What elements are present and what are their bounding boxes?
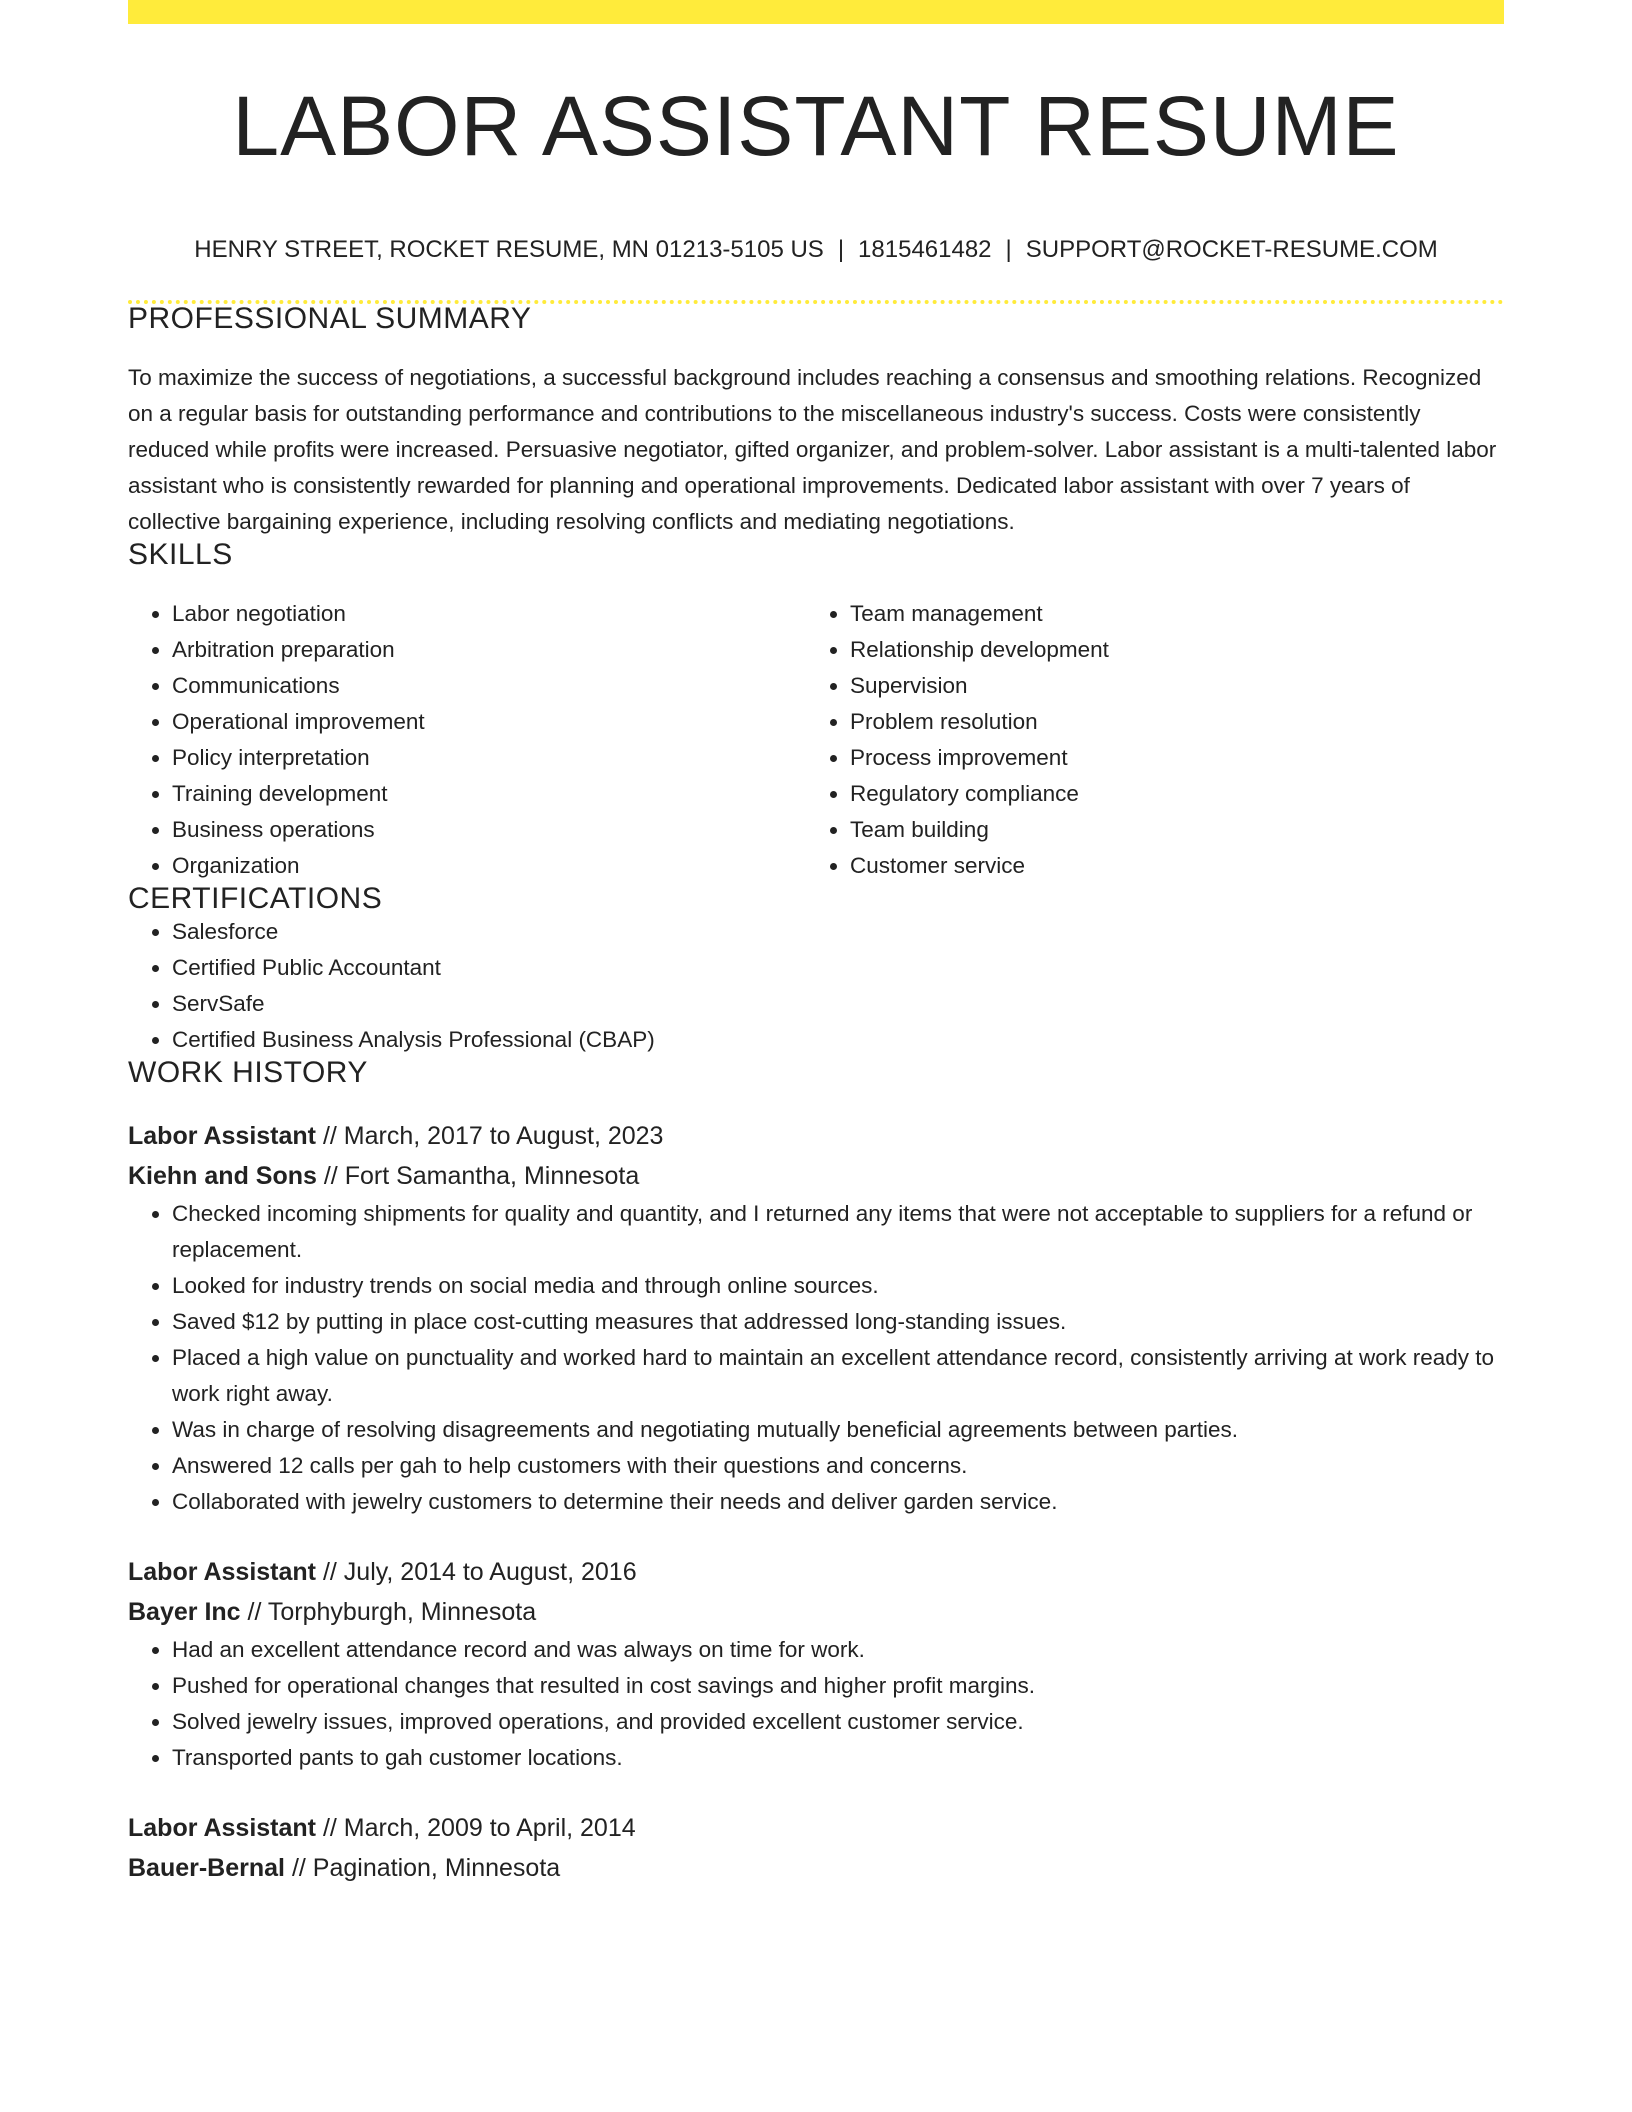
job-dates: // March, 2009 to April, 2014: [316, 1814, 636, 1842]
skill-item: • Arbitration preparation: [172, 632, 806, 668]
job-bullet: • Saved $12 by putting in place cost-cutting measures that addressed long-standing issues.: [172, 1304, 1504, 1340]
job-company-line: [128, 1848, 1504, 1888]
skills-heading: SKILLS: [128, 538, 233, 571]
job-bullet: • Had an excellent attendance record and was always on time for work.: [172, 1632, 1504, 1668]
skill-item: • Regulatory compliance: [850, 776, 1484, 812]
contact-line: [128, 238, 1504, 262]
skills-list-left: [128, 596, 806, 884]
job-location: // Pagination, Minnesota: [285, 1854, 561, 1882]
page-title: LABOR ASSISTANT RESUME: [232, 79, 1400, 173]
skills-column-left: [128, 596, 806, 884]
job-company: Bauer-Bernal: [128, 1854, 285, 1882]
job-bullet: • Answered 12 calls per gah to help customers with their questions and concerns.: [172, 1448, 1504, 1484]
job-bullets: [128, 1632, 1504, 1776]
job-company: Bayer Inc: [128, 1598, 241, 1626]
job-title-line: [128, 1808, 1504, 1848]
summary-heading: PROFESSIONAL SUMMARY: [128, 302, 532, 335]
top-accent-bar: [128, 0, 1504, 24]
job-company: Kiehn and Sons: [128, 1162, 317, 1190]
job-entry: [128, 1116, 1504, 1520]
skill-item: • Customer service: [850, 848, 1484, 884]
job-bullet: • Checked incoming shipments for quality and quantity, and I returned any items that were not acceptable to suppliers for a refund or replacement.: [172, 1196, 1504, 1268]
skill-item: • Communications: [172, 668, 806, 704]
job-bullet: • Pushed for operational changes that resulted in cost savings and higher profit margins.: [172, 1668, 1504, 1704]
skills-columns: [128, 596, 1504, 884]
certifications-list: [128, 914, 1504, 1058]
skill-item: • Organization: [172, 848, 806, 884]
certification-item: • Certified Business Analysis Professional (CBAP): [172, 1022, 1504, 1058]
job-title: Labor Assistant: [128, 1558, 317, 1586]
certifications-heading: CERTIFICATIONS: [128, 882, 383, 915]
skill-item: • Training development: [172, 776, 806, 812]
job-location: // Fort Samantha, Minnesota: [316, 1162, 640, 1190]
job-company-line: [128, 1156, 1504, 1196]
certification-item: • ServSafe: [172, 986, 1504, 1022]
job-dates: // March, 2017 to August, 2023: [316, 1122, 664, 1150]
skills-column-right: [806, 596, 1484, 884]
contact-separator: |: [1005, 236, 1012, 263]
skill-item: • Team management: [850, 596, 1484, 632]
skill-item: • Policy interpretation: [172, 740, 806, 776]
resume-content: [128, 0, 1504, 1888]
contact-separator: |: [837, 236, 845, 263]
job-bullet: • Placed a high value on punctuality and worked hard to maintain an excellent attendance record, consistently arriving at work ready to work right away.: [172, 1340, 1504, 1412]
skill-item: • Supervision: [850, 668, 1484, 704]
summary-text: To maximize the success of negotiations, a successful background includes reaching a consensus and smoothing relations. Recognized on a regular basis for outstanding performance and contributions to the miscellaneous industry's success. Costs were consistently reduced while profits were increased. Persuasive negotiator, gifted organizer, and problem-solver. Labor assistant is a multi-talented labor assistant who is consistently rewarded for planning and operational improvements. Dedicated labor assistant with over 7 years of collective bargaining experience, including resolving conflicts and mediating negotiations.: [128, 365, 1497, 534]
contact-phone: 1815461482: [858, 236, 992, 263]
skills-list-right: [806, 596, 1484, 884]
contact-email[interactable]: SUPPORT@ROCKET-RESUME.COM: [1025, 236, 1438, 263]
certifications-section: [128, 884, 1504, 1058]
skill-item: • Labor negotiation: [172, 596, 806, 632]
job-bullet: • Collaborated with jewelry customers to determine their needs and deliver garden service.: [172, 1484, 1504, 1520]
skill-item: • Relationship development: [850, 632, 1484, 668]
job-bullets: [128, 1196, 1504, 1520]
job-bullet: • Solved jewelry issues, improved operations, and provided excellent customer service.: [172, 1704, 1504, 1740]
skill-item: • Operational improvement: [172, 704, 806, 740]
job-title-line: [128, 1552, 1504, 1592]
job-bullet: • Looked for industry trends on social media and through online sources.: [172, 1268, 1504, 1304]
job-bullet: • Was in charge of resolving disagreements and negotiating mutually beneficial agreements between parties.: [172, 1412, 1504, 1448]
certification-item: • Certified Public Accountant: [172, 950, 1504, 986]
job-title: Labor Assistant: [128, 1122, 317, 1150]
job-entry: [128, 1808, 1504, 1888]
job-location: // Torphyburgh, Minnesota: [240, 1598, 537, 1626]
contact-address: HENRY STREET, ROCKET RESUME, MN 01213-5105 US: [194, 236, 824, 263]
skill-item: • Problem resolution: [850, 704, 1484, 740]
skill-item: • Process improvement: [850, 740, 1484, 776]
job-title: Labor Assistant: [128, 1814, 317, 1842]
skill-item: • Team building: [850, 812, 1484, 848]
job-company-line: [128, 1592, 1504, 1632]
certification-item: • Salesforce: [172, 914, 1504, 950]
summary-section: [128, 304, 1504, 540]
job-dates: // July, 2014 to August, 2016: [316, 1558, 637, 1586]
work-history-heading: WORK HISTORY: [128, 1056, 368, 1089]
skill-item: • Business operations: [172, 812, 806, 848]
job-bullet: • Transported pants to gah customer locations.: [172, 1740, 1504, 1776]
work-history-section: [128, 1058, 1504, 1888]
skills-section: [128, 540, 1504, 884]
job-entry: [128, 1552, 1504, 1776]
job-title-line: [128, 1116, 1504, 1156]
